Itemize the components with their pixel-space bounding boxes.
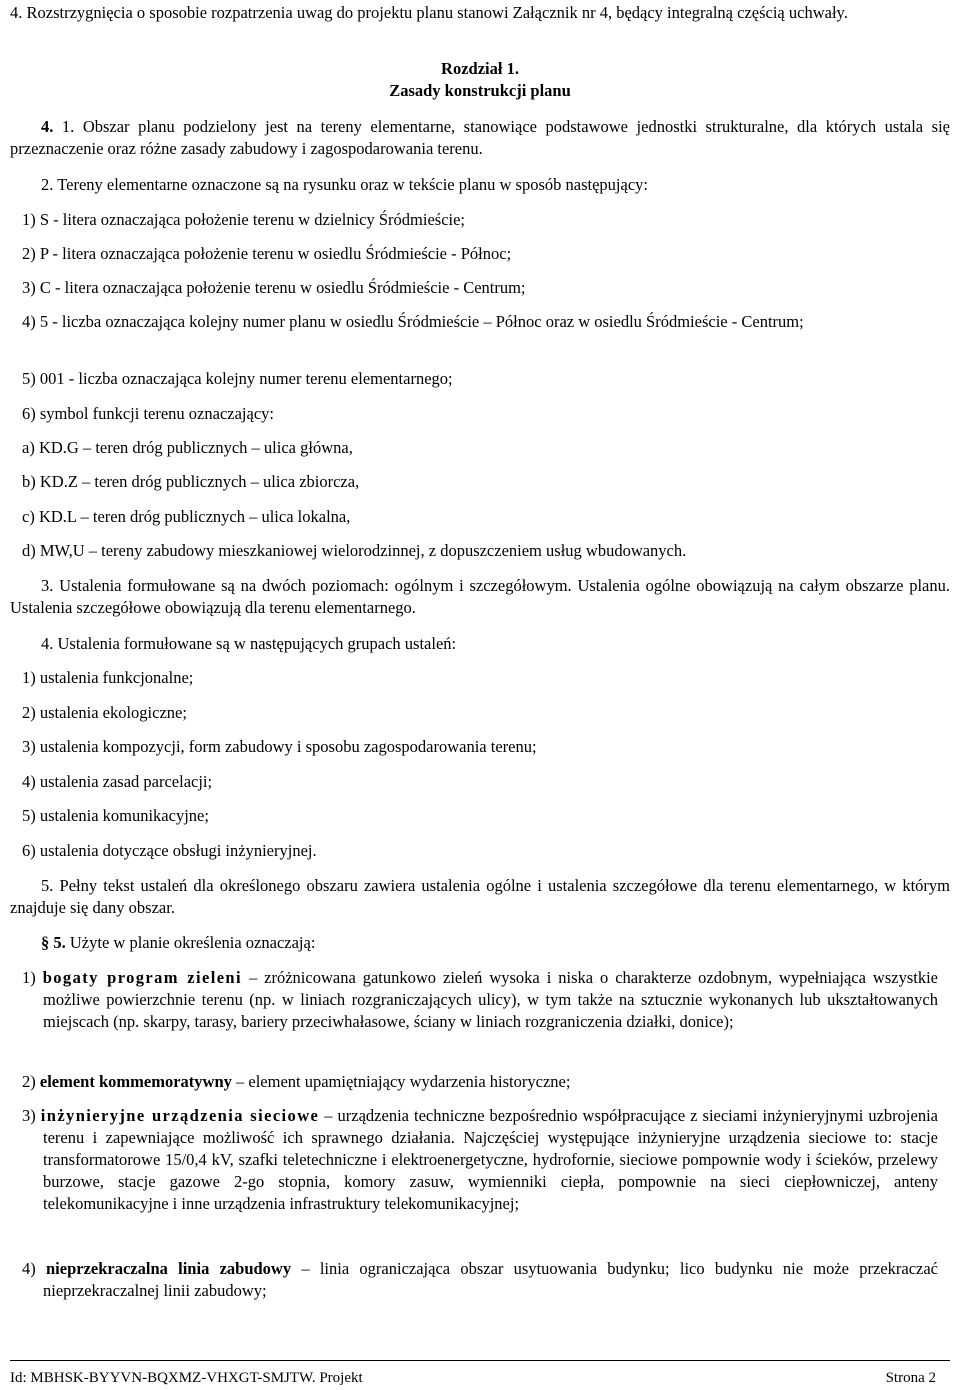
list-item: 5) 001 - liczba oznaczająca kolejny numer terenu elementarnego; <box>22 369 453 388</box>
page-number: Strona 2 <box>885 1370 936 1386</box>
definition-number: 3) <box>22 1106 41 1125</box>
list-item: 2) P - litera oznaczająca położenie terenu w osiedlu Śródmieście - Północ; <box>22 244 512 263</box>
paragraph-attachment-4: 4. Rozstrzygnięcia o sposobie rozpatrzenia uwag do projektu planu stanowi Załącznik nr 4, będący integralną częścią uchwały. <box>10 3 848 22</box>
definition-item <box>22 1258 938 1302</box>
footer-divider <box>10 1360 950 1361</box>
page-footer <box>10 1367 936 1389</box>
chapter-subtitle: Zasady konstrukcji planu <box>389 81 571 100</box>
section-4-paragraph-5: 5. Pełny tekst ustaleń dla określonego obszaru zawiera ustalenia ogólne i ustalenia szczegółowe dla terenu elementarnego, w którym znajduje się dany obszar. <box>10 876 950 917</box>
list-item: 1) ustalenia funkcjonalne; <box>22 668 194 687</box>
section-4-paragraph-4: 4. Ustalenia formułowane są w następujących grupach ustaleń: <box>41 634 457 653</box>
section-5-lead: Użyte w planie określenia oznaczają: <box>65 933 316 952</box>
section-4-paragraph-3: 3. Ustalenia formułowane są na dwóch poziomach: ogólnym i szczegółowym. Ustalenia ogólne obowiązują na całym obszarze planu. Ustalenia szczegółowe obowiązują dla terenu elementarnego. <box>10 576 950 617</box>
list-item: 6) ustalenia dotyczące obsługi inżynieryjnej. <box>22 841 317 860</box>
sub-list-item: c) KD.L – teren dróg publicznych – ulica lokalna, <box>22 507 351 526</box>
definition-term: element kommemoratywny <box>39 1072 232 1091</box>
definition-text: – element upamiętniający wydarzenia historyczne; <box>231 1072 571 1091</box>
sub-list-item: a) KD.G – teren dróg publicznych – ulica główna, <box>22 438 353 457</box>
section-5-heading <box>10 932 950 954</box>
section-4-paragraph-2: 2. Tereny elementarne oznaczone są na rysunku oraz w tekście planu w sposób następujący: <box>41 175 648 194</box>
section-4-number: 4. <box>41 117 54 136</box>
section-5-number: § 5. <box>41 933 66 952</box>
list-item: 3) ustalenia kompozycji, form zabudowy i sposobu zagospodarowania terenu; <box>22 737 537 756</box>
definition-text: – urządzenia techniczne bezpośrednio współpracujące z sieciami inżynieryjnymi uzbrojenia terenu i zapewniające możliwość ich sprawnego działania. Najczęściej występujące inżynieryjne urządzenia sieciowe to: stacje transformatorowe 15/0,4 kV, szafki teletechniczne i elektroenergetyczne, hydrofornie, sieciowe pompownie wody i ścieków, przelewy burzowe, stacje gazowe 2-go stopnia, komory zasuw, wymienniki ciepła, pompownie na sieci ciepłowniczej, anteny telekomunikacyjne i inne urządzenia infrastruktury telekomunikacyjnej; <box>43 1106 938 1213</box>
sub-list-item: d) MW,U – tereny zabudowy mieszkaniowej wielorodzinnej, z dopuszczeniem usług wbudowanych. <box>22 541 687 560</box>
definition-number: 2) <box>22 1072 40 1091</box>
sub-list-item: b) KD.Z – teren dróg publicznych – ulica zbiorcza, <box>22 472 360 491</box>
definition-term: nieprzekraczalna linia zabudowy <box>46 1259 292 1278</box>
list-item: 2) ustalenia ekologiczne; <box>22 703 187 722</box>
definition-item <box>22 967 938 1033</box>
definition-text: – zróżnicowana gatunkowo zieleń wysoka i niska o charakterze ozdobnym, wypełniająca wszystkie możliwe powierzchnie terenu (np. w liniach rozgraniczających ulicy), w tym także na sztucznie wykonanych lub ukształtowanych miejscach (np. skarpy, tarasy, bariery przeciwhałasowe, ściany w liniach rozgraniczenia działki, donice); <box>43 968 938 1031</box>
definition-item <box>22 1071 938 1093</box>
definition-text: – linia ograniczająca obszar usytuowania budynku; lico budynku nie może przekraczać nieprzekraczalnej linii zabudowy; <box>43 1259 939 1300</box>
list-item: 5) ustalenia komunikacyjne; <box>22 806 209 825</box>
list-item: 4) ustalenia zasad parcelacji; <box>22 772 213 791</box>
chapter-title: Rozdział 1. <box>441 59 519 78</box>
list-item: 4) 5 - liczba oznaczająca kolejny numer planu w osiedlu Śródmieście – Północ oraz w osiedlu Śródmieście - Centrum; <box>22 312 804 331</box>
definition-item <box>22 1105 938 1215</box>
list-item: 1) S - litera oznaczająca położenie terenu w dzielnicy Śródmieście; <box>22 210 466 229</box>
definition-term: bogaty program zieleni <box>42 968 242 987</box>
section-4-paragraph-1 <box>10 116 950 160</box>
list-item: 6) symbol funkcji terenu oznaczający: <box>22 404 274 423</box>
document-id: Id: MBHSK-BYYVN-BQXMZ-VHXGT-SMJTW. Projekt <box>10 1370 363 1386</box>
definition-number: 4) <box>22 1259 46 1278</box>
definition-number: 1) <box>22 968 43 987</box>
section-4-p1-text: 1. Obszar planu podzielony jest na tereny elementarne, stanowiące podstawowe jednostki strukturalne, dla których ustala się przeznaczenie oraz różne zasady zabudowy i zagospodarowania terenu. <box>10 117 950 158</box>
list-item: 3) C - litera oznaczająca położenie terenu w osiedlu Śródmieście - Centrum; <box>22 278 526 297</box>
definition-term: inżynieryjne urządzenia sieciowe <box>40 1106 320 1125</box>
